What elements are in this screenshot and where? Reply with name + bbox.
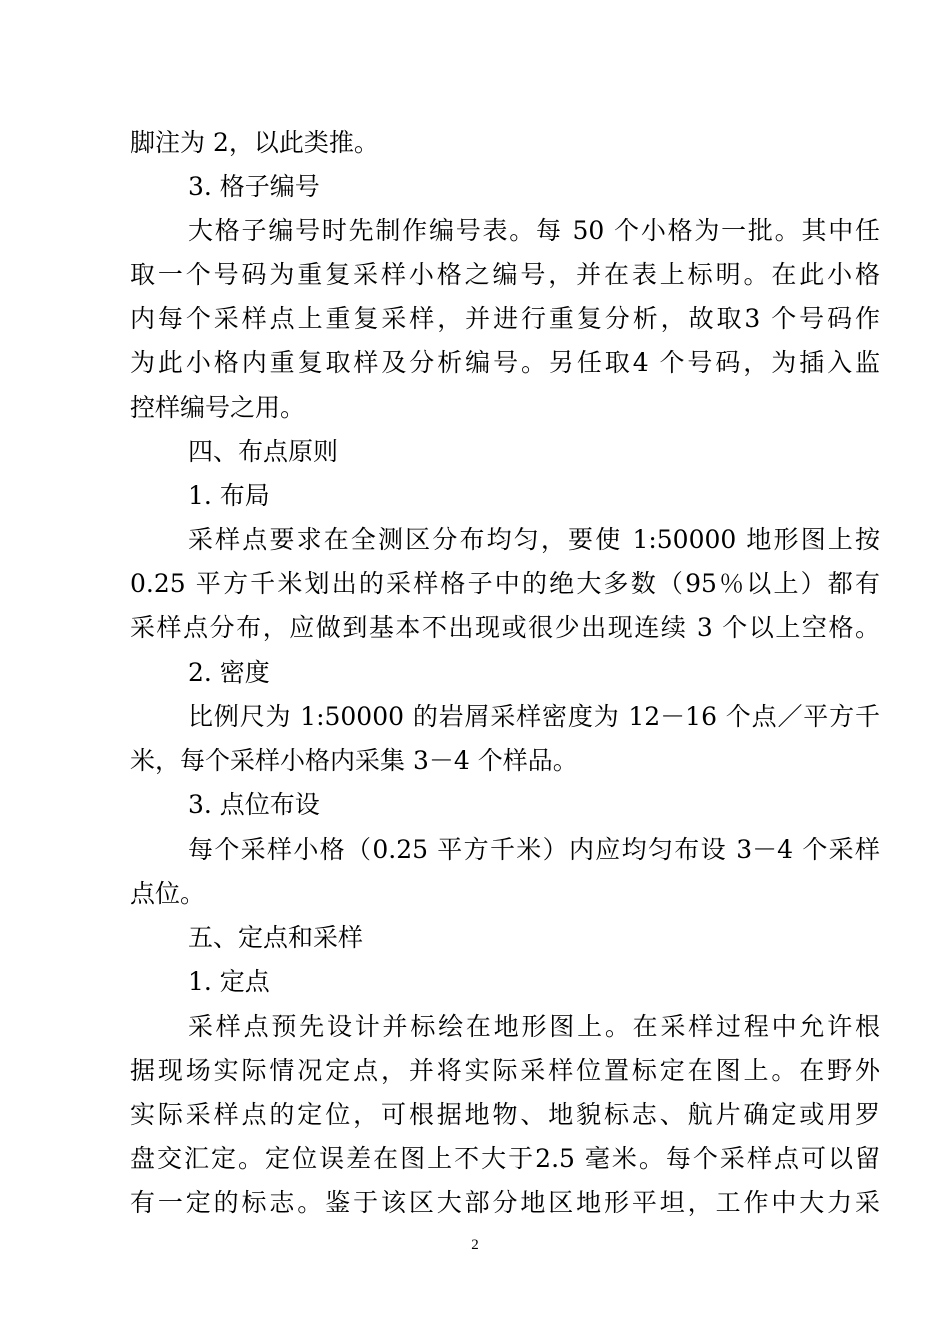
text-line: 0.25 平方千米划出的采样格子中的绝大多数（95％以上）都有 [130,569,880,598]
chapter-heading: 五、定点和采样 [188,923,364,952]
text-line: 控样编号之用。 [130,393,306,422]
text-line: 大格子编号时先制作编号表。每 50 个小格为一批。其中任 [188,216,880,245]
section-heading: 3. 点位布设 [188,790,320,819]
text-line: 取一个号码为重复采样小格之编号，并在表上标明。在此小格 [130,260,880,289]
text-line: 每个采样小格（0.25 平方千米）内应均匀布设 3－4 个采样 [188,835,880,864]
section-heading: 1. 布局 [188,481,270,510]
text-line: 内每个采样点上重复采样，并进行重复分析，故取3 个号码作 [130,304,880,333]
text-line: 盘交汇定。定位误差在图上不大于2.5 毫米。每个采样点可以留 [130,1144,880,1173]
text-line: 有一定的标志。鉴于该区大部分地区地形平坦，工作中大力采 [130,1188,880,1217]
text-line: 据现场实际情况定点，并将实际采样位置标定在图上。在野外 [130,1056,880,1085]
chapter-heading: 四、布点原则 [188,437,339,466]
text-line: 采样点预先设计并标绘在地形图上。在采样过程中允许根 [188,1012,880,1041]
section-heading: 1. 定点 [188,967,270,996]
text-line: 脚注为 2，以此类推。 [130,128,379,157]
text-line: 比例尺为 1:50000 的岩屑采样密度为 12－16 个点／平方千 [188,702,880,731]
page-number: 2 [471,1237,479,1253]
text-line: 点位。 [130,879,206,908]
text-line: 采样点要求在全测区分布均匀，要使 1:50000 地形图上按 [188,525,880,554]
section-heading: 2. 密度 [188,658,270,687]
text-line: 采样点分布，应做到基本不出现或很少出现连续 3 个以上空格。 [130,613,880,642]
text-line: 实际采样点的定位，可根据地物、地貌标志、航片确定或用罗 [130,1100,880,1129]
section-heading: 3. 格子编号 [188,172,320,201]
text-line: 为此小格内重复取样及分析编号。另任取4 个号码，为插入监 [130,348,880,377]
text-line: 米，每个采样小格内采集 3－4 个样品。 [130,746,578,775]
